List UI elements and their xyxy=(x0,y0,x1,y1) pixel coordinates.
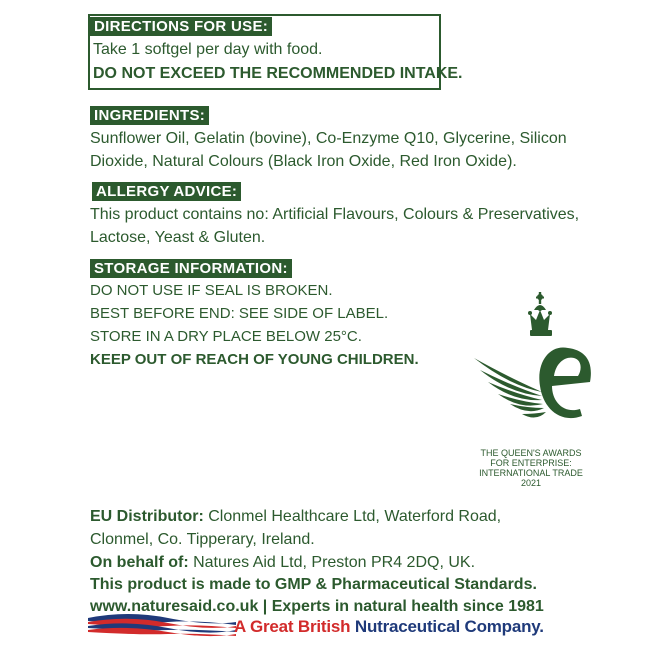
union-ribbon-icon xyxy=(88,612,236,638)
behalf-label: On behalf of: xyxy=(90,554,189,571)
storage-line-2: BEST BEFORE END: SEE SIDE OF LABEL. xyxy=(90,305,389,322)
behalf-text: Natures Aid Ltd, Preston PR4 2DQ, UK. xyxy=(188,554,476,571)
ingredients-line-1: Sunflower Oil, Gelatin (bovine), Co-Enzyme Q10, Glycerine, Silicon xyxy=(90,130,567,147)
storage-heading: STORAGE INFORMATION: xyxy=(90,259,292,278)
distributor-label: EU Distributor: xyxy=(90,508,204,525)
directions-line-1: Take 1 softgel per day with food. xyxy=(93,41,323,58)
allergy-line-1: This product contains no: Artificial Flavours, Colours & Preservatives, xyxy=(90,206,580,223)
distributor-text-1: Clonmel Healthcare Ltd, Waterford Road, xyxy=(203,508,502,525)
allergy-heading: ALLERGY ADVICE: xyxy=(92,182,241,201)
award-line-1: THE QUEEN'S AWARDS xyxy=(480,448,582,458)
directions-heading: DIRECTIONS FOR USE: xyxy=(90,17,272,36)
queens-award-emblem xyxy=(470,288,610,448)
storage-line-1: DO NOT USE IF SEAL IS BROKEN. xyxy=(90,282,333,299)
award-line-2: FOR ENTERPRISE: xyxy=(490,458,572,468)
award-line-3: INTERNATIONAL TRADE xyxy=(479,468,583,478)
directions-line-2: DO NOT EXCEED THE RECOMMENDED INTAKE. xyxy=(93,65,463,82)
allergy-line-2: Lactose, Yeast & Gluten. xyxy=(90,229,266,246)
tagline xyxy=(234,617,544,637)
distributor-line-1 xyxy=(90,505,501,528)
award-line-4: 2021 xyxy=(520,478,542,488)
gmp-statement: This product is made to GMP & Pharmaceutical Standards. xyxy=(90,576,537,593)
storage-line-3: STORE IN A DRY PLACE BELOW 25°C. xyxy=(90,328,362,345)
behalf-line xyxy=(90,551,475,574)
tagline-part-3: Company. xyxy=(459,617,544,636)
tagline-part-1: A Great British xyxy=(234,617,355,636)
storage-line-4: KEEP OUT OF REACH OF YOUNG CHILDREN. xyxy=(90,351,419,368)
distributor-line-2: Clonmel, Co. Tipperary, Ireland. xyxy=(90,531,315,548)
crown-icon xyxy=(528,292,552,336)
website-line: www.naturesaid.co.uk | Experts in natural health since 1981 xyxy=(90,598,544,615)
tagline-part-2: Nutraceutical xyxy=(354,617,460,636)
ingredients-line-2: Dioxide, Natural Colours (Black Iron Oxide, Red Iron Oxide). xyxy=(90,153,517,170)
award-caption xyxy=(470,448,592,488)
ingredients-heading: INGREDIENTS: xyxy=(90,106,209,125)
